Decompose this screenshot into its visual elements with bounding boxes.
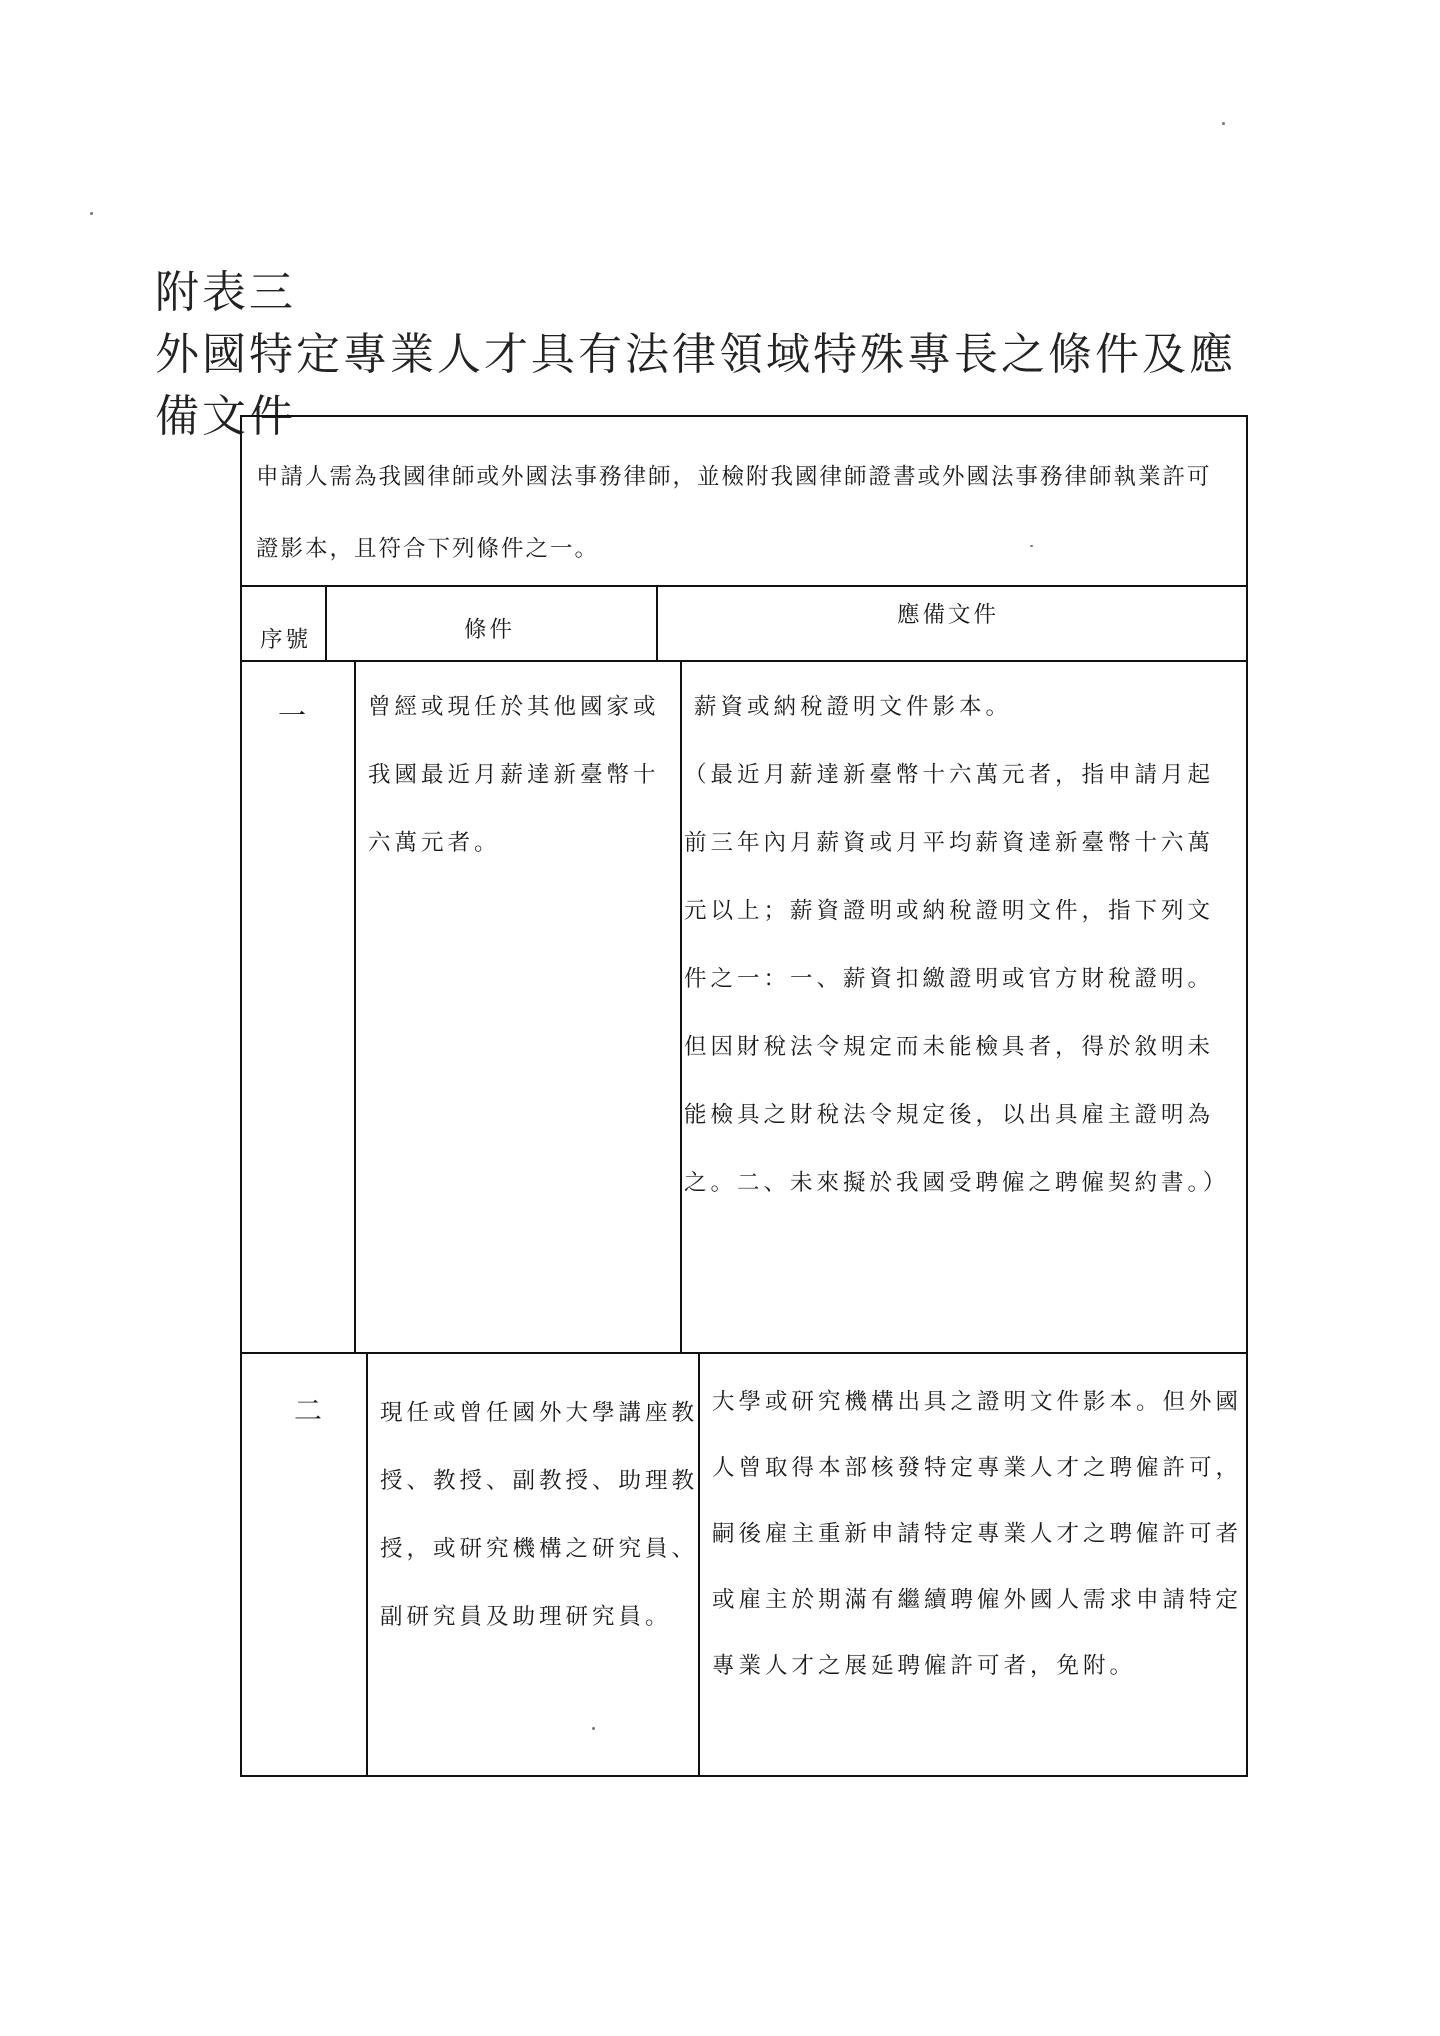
row1-divider-1 <box>354 660 356 1352</box>
table-rule-between-rows <box>240 1352 1248 1354</box>
header-documents: 應備文件 <box>897 602 1000 628</box>
table-rule-top-header <box>240 585 1248 587</box>
header-divider-2 <box>656 585 658 660</box>
scan-speck <box>90 212 93 215</box>
row2-divider-2 <box>698 1352 700 1777</box>
row1-documents-note: （最近月薪達新臺幣十六萬元者，指申請月起前三年內月薪資或月平均薪資達新臺幣十六萬元以上；薪資證明或納稅證明文件，指下列文件之一：一、薪資扣繳證明或官方財稅證明。但因財稅法令規定而未能檢具者，得於敘明未能檢具之財稅法令規定後，以出具雇主證明為之。二、未來擬於我國受聘僱之聘僱契約書。） <box>684 762 1230 1196</box>
scan-speck <box>1030 545 1033 547</box>
header-condition: 條件 <box>464 617 516 643</box>
document-title-line-2: 備文件 <box>155 391 296 442</box>
row1-documents-main: 薪資或納稅證明文件影本。 <box>694 694 1013 720</box>
requirements-table <box>240 415 1248 1777</box>
document-title-line-1: 外國特定專業人才具有法律領域特殊專長之條件及應 <box>155 329 1236 380</box>
row1-condition: 曾經或現任於其他國家或我國最近月薪達新臺幣十六萬元者。 <box>368 694 660 856</box>
row2-condition: 現任或曾任國外大學講座教授、教授、副教授、助理教授，或研究機構之研究員、副研究員及助理研究員。 <box>380 1400 699 1630</box>
row2-divider-1 <box>366 1352 368 1777</box>
table-rule-under-header <box>240 660 1248 662</box>
row1-number: 一 <box>278 699 307 732</box>
table-intro-text: 申請人需為我國律師或外國法事務律師，並檢附我國律師證書或外國法事務律師執業許可證影本，且符合下列條件之一。 <box>256 464 1212 562</box>
scan-speck <box>592 1727 595 1730</box>
scan-speck <box>1222 122 1225 125</box>
row2-number: 二 <box>294 1394 323 1427</box>
row1-divider-2 <box>680 660 682 1352</box>
annex-title: 附表三 <box>155 267 296 318</box>
row2-documents: 大學或研究機構出具之證明文件影本。但外國人曾取得本部核發特定專業人才之聘僱許可，嗣後雇主重新申請特定專業人才之聘僱許可者或雇主於期滿有繼續聘僱外國人需求申請特定專業人才之展延聘僱許可者，免附。 <box>712 1389 1243 1679</box>
header-divider-1 <box>325 585 327 660</box>
header-number: 序號 <box>260 627 312 653</box>
